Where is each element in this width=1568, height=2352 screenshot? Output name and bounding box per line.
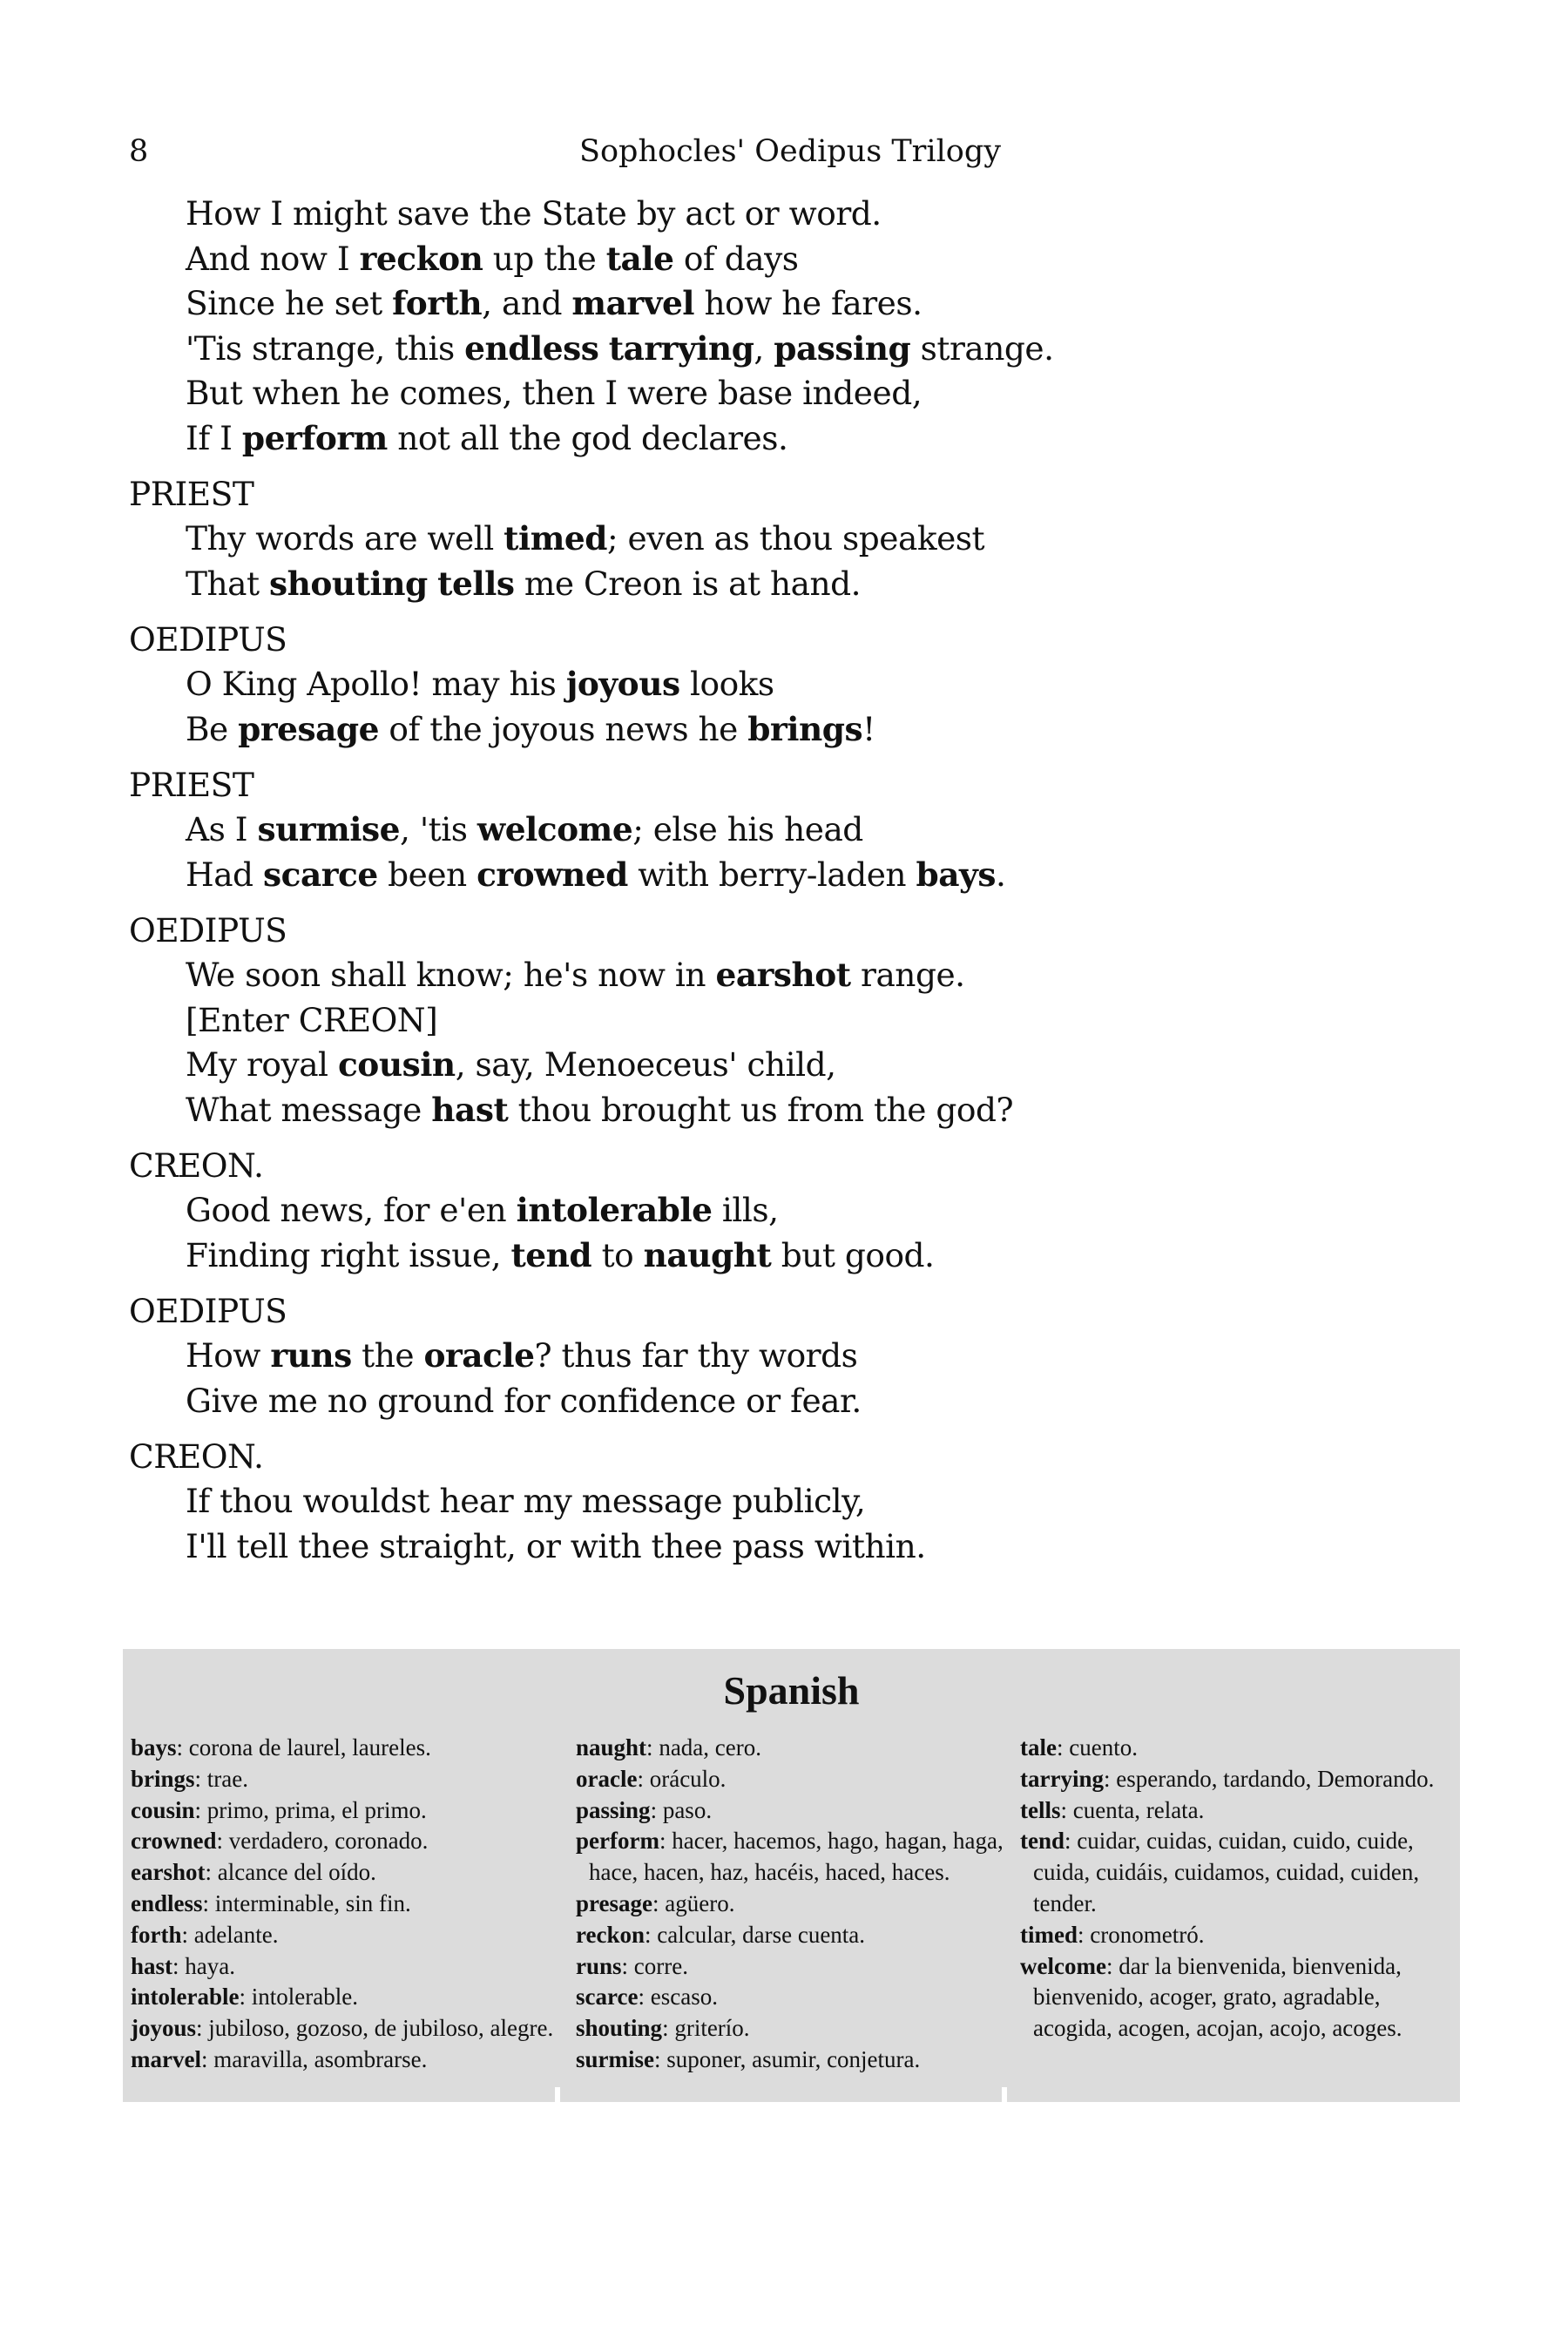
verse-text: I'll tell thee straight, or with thee pass within. (186, 1526, 926, 1565)
glossary-title: Spanish (723, 1668, 860, 1713)
glossary-definition: trae. (206, 1765, 249, 1792)
glossary-word: cousin (337, 1045, 456, 1084)
verse-text: What message (186, 1090, 432, 1129)
glossary-definition: corre. (633, 1952, 688, 1979)
glossary-term: surmise (576, 2045, 654, 2072)
glossary-term: bays (131, 1734, 177, 1761)
verse-text: We soon shall know; he's now in (186, 956, 716, 994)
verse-line (186, 1479, 1348, 1524)
glossary-definition: griterío. (674, 2015, 750, 2042)
glossary-word: welcome (476, 810, 633, 848)
glossary-definition: suponer, asumir, conjetura. (666, 2045, 921, 2072)
glossary-definition: adelante. (193, 1921, 279, 1948)
glossary-definition: cronometró. (1090, 1921, 1205, 1948)
verse-text: been (377, 855, 477, 894)
verse-text: the (351, 1336, 424, 1375)
speaker-name: PRIEST (129, 475, 254, 513)
glossary-entry: oracle: oráculo. (576, 1765, 727, 1792)
verse-text: My royal (186, 1045, 338, 1084)
verse-text: And now I (186, 239, 360, 278)
glossary-entry: earshot: alcance del oído. (131, 1859, 376, 1886)
verse-text: As I (186, 810, 258, 848)
verse-text: How (186, 1336, 271, 1375)
verse-text: 'Tis strange, this (186, 328, 465, 368)
glossary-word: forth (392, 284, 483, 322)
glossary-term: runs (576, 1952, 622, 1979)
glossary-term: joyous (131, 2015, 197, 2042)
glossary-definition: cuenta, relata. (1072, 1796, 1205, 1823)
glossary-definition: cuidar, cuidas, cuidan, cuido, cuide, cuida, cuidáis, cuidamos, cuidad, cuiden, tender. (1033, 1828, 1420, 1916)
glossary-entry: intolerable: intolerable. (131, 1984, 358, 2011)
verse-text: to (591, 1235, 644, 1274)
glossary-term: passing (576, 1796, 651, 1823)
glossary-entry: scarce: escaso. (576, 1984, 718, 2011)
verse-line (186, 998, 1348, 1044)
glossary-definition: intolerable. (251, 1984, 358, 2011)
glossary-entry: tend: cuidar, cuidas, cuidan, cuido, cuide, cuida, cuidáis, cuidamos, cuidad, cuiden, tender. (1020, 1828, 1420, 1916)
glossary-definition: alcance del oído. (217, 1859, 376, 1886)
verse-line (186, 192, 1348, 237)
verse-text: ? thus far thy words (534, 1336, 858, 1375)
verse-line (186, 707, 1348, 753)
glossary-term: reckon (576, 1921, 645, 1948)
glossary-word: passing (774, 328, 911, 368)
glossary-term: oracle (576, 1765, 638, 1792)
glossary-entry: tale: cuento. (1020, 1734, 1138, 1761)
glossary-word: tarrying (608, 328, 754, 368)
verse-line (186, 1188, 1348, 1233)
verse-text: If thou wouldst hear my message publicly, (186, 1482, 866, 1520)
glossary-entry: brings: trae. (131, 1765, 249, 1792)
speaker-name: OEDIPUS (129, 620, 287, 659)
glossary-word: timed (504, 519, 607, 558)
verse-text: ! (862, 709, 875, 748)
glossary-entry: welcome: dar la bienvenida, bienvenida, bienvenido, acoger, grato, agradable, acogida, acogen, acojan, acojo, acoges. (1020, 1952, 1402, 2042)
glossary-entry: presage: agüero. (576, 1889, 735, 1916)
glossary-word: reckon (359, 239, 483, 278)
glossary-word: presage (238, 709, 379, 748)
glossary-word: earshot (715, 956, 851, 994)
verse-line (186, 1233, 1348, 1279)
glossary-definition: calcular, darse cuenta. (657, 1921, 866, 1948)
verse-line (186, 237, 1348, 282)
glossary-entry: runs: corre. (576, 1952, 688, 1979)
glossary-word: joyous (565, 665, 680, 703)
glossary-definition: haya. (185, 1952, 235, 1979)
speaker-name: PRIEST (129, 766, 254, 804)
speaker-name: OEDIPUS (129, 911, 287, 950)
glossary-term: cousin (131, 1796, 195, 1823)
glossary-entry: passing: paso. (576, 1796, 713, 1823)
speaker-name: CREON. (129, 1146, 264, 1185)
glossary-word: tend (510, 1235, 592, 1274)
glossary-word: shouting (269, 564, 428, 603)
glossary-column-3 (1020, 1733, 1438, 2044)
glossary-entry: surmise: suponer, asumir, conjetura. (576, 2045, 921, 2072)
glossary-entry: reckon: calcular, darse cuenta. (576, 1921, 866, 1948)
glossary-definition: paso. (662, 1796, 713, 1823)
glossary-term: tarrying (1020, 1765, 1104, 1792)
verse-text: . (995, 855, 1006, 894)
glossary-column-2 (576, 1733, 1011, 2076)
glossary-term: tale (1020, 1734, 1057, 1761)
verse-text: ills, (712, 1191, 779, 1229)
glossary-term: brings (131, 1765, 195, 1792)
glossary-word: intolerable (516, 1191, 713, 1229)
glossary-term: tells (1020, 1796, 1061, 1823)
glossary-word: scarce (263, 855, 378, 894)
glossary-entry: bays: corona de laurel, laureles. (131, 1734, 431, 1761)
glossary-entry: forth: adelante. (131, 1921, 279, 1948)
glossary-term: shouting (576, 2015, 663, 2042)
glossary-term: endless (131, 1889, 203, 1916)
verse-line (186, 371, 1348, 416)
glossary-definition: primo, prima, el primo. (206, 1796, 427, 1823)
verse-line (186, 1334, 1348, 1379)
glossary-word: tells (437, 564, 515, 603)
verse-line (186, 853, 1348, 898)
glossary-word: oracle (423, 1336, 535, 1375)
page-number: 8 (129, 134, 149, 169)
verse-text: ; even as thou speakest (606, 519, 985, 558)
verse-text: thou brought us from the god? (508, 1090, 1014, 1129)
verse-line (186, 281, 1348, 327)
glossary-term: hast (131, 1952, 173, 1979)
verse-text: of the joyous news he (379, 709, 748, 748)
verse-text: Be (186, 709, 239, 748)
glossary-word: tale (605, 239, 674, 278)
glossary-definition: interminable, sin fin. (214, 1889, 411, 1916)
verse-line (186, 808, 1348, 853)
verse-text: up the (483, 239, 606, 278)
verse-line (186, 1043, 1348, 1088)
verse-text: , and (482, 284, 572, 322)
glossary-term: timed (1020, 1921, 1078, 1948)
glossary-term: crowned (131, 1828, 217, 1855)
verse-text: How I might save the State by act or word. (186, 194, 882, 233)
verse-line (186, 517, 1348, 562)
glossary-entry: shouting: griterío. (576, 2015, 750, 2042)
verse-text: ; else his head (632, 810, 863, 848)
speaker-name: CREON. (129, 1437, 264, 1476)
verse-line (186, 1524, 1348, 1570)
verse-text: [Enter CREON] (186, 1000, 438, 1039)
column-divider (555, 2087, 560, 2102)
glossary-entry: joyous: jubiloso, gozoso, de jubiloso, alegre. (131, 2015, 554, 2042)
play-text (129, 192, 1348, 1569)
glossary-definition: corona de laurel, laureles. (188, 1734, 431, 1761)
glossary-definition: esperando, tardando, Demorando. (1116, 1765, 1435, 1792)
glossary-word: bays (916, 855, 996, 894)
glossary-definition: jubiloso, gozoso, de jubiloso, alegre. (208, 2015, 554, 2042)
glossary-term: naught (576, 1734, 647, 1761)
verse-line (186, 1088, 1348, 1133)
verse-text: how he fares. (694, 284, 923, 322)
verse-text: , 'tis (400, 810, 477, 848)
verse-line (186, 953, 1348, 998)
glossary-term: perform (576, 1828, 659, 1855)
glossary-definition: dar la bienvenida, bienvenida, bienvenido, acoger, grato, agradable, acogida, acogen, acojan, acojo, acoges. (1033, 1952, 1402, 2042)
verse-text: Had (186, 855, 263, 894)
glossary-word: endless (464, 328, 599, 368)
verse-text: looks (679, 665, 774, 703)
glossary-word: naught (643, 1235, 772, 1274)
glossary-column-1 (131, 1733, 566, 2076)
verse-text: but good. (771, 1235, 935, 1274)
glossary-term: tend (1020, 1828, 1065, 1855)
verse-line (186, 327, 1348, 372)
verse-line (186, 662, 1348, 707)
glossary-entry: tells: cuenta, relata. (1020, 1796, 1205, 1823)
glossary-word: runs (270, 1336, 352, 1375)
glossary-entry: hast: haya. (131, 1952, 235, 1979)
verse-text: O King Apollo! may his (186, 665, 566, 703)
glossary-term: forth (131, 1921, 182, 1948)
verse-text (428, 564, 437, 603)
glossary-word: crowned (476, 855, 628, 894)
glossary-term: earshot (131, 1859, 206, 1886)
verse-text: , (754, 328, 774, 368)
verse-text: But when he comes, then I were base indeed, (186, 374, 923, 412)
glossary-word: hast (431, 1090, 509, 1129)
glossary-box (123, 1649, 1460, 2102)
glossary-word: brings (747, 709, 863, 748)
glossary-entry: naught: nada, cero. (576, 1734, 761, 1761)
verse-text (598, 329, 608, 368)
speaker-name: OEDIPUS (129, 1292, 287, 1330)
glossary-entry: cousin: primo, prima, el primo. (131, 1796, 427, 1823)
glossary-definition: verdadero, coronado. (228, 1828, 429, 1855)
verse-text: not all the god declares. (387, 418, 788, 457)
verse-text: Give me no ground for confidence or fear. (186, 1381, 862, 1420)
glossary-entry: endless: interminable, sin fin. (131, 1889, 411, 1916)
glossary-entry: crowned: verdadero, coronado. (131, 1828, 429, 1855)
running-header: Sophocles' Oedipus Trilogy (579, 134, 1002, 169)
glossary-term: presage (576, 1889, 652, 1916)
glossary-entry: tarrying: esperando, tardando, Demorando. (1020, 1765, 1435, 1792)
verse-text: , say, Menoeceus' child, (455, 1045, 836, 1084)
verse-text: me Creon is at hand. (514, 564, 862, 603)
verse-line (186, 562, 1348, 607)
glossary-definition: escaso. (650, 1984, 718, 2011)
glossary-word: perform (241, 418, 388, 457)
verse-text: If I (186, 418, 242, 457)
verse-text: of days (673, 239, 799, 278)
glossary-definition: nada, cero. (659, 1734, 761, 1761)
glossary-entry: timed: cronometró. (1020, 1921, 1205, 1948)
verse-text: Thy words are well (186, 519, 504, 558)
verse-text: Good news, for e'en (186, 1191, 517, 1229)
glossary-term: intolerable (131, 1984, 240, 2011)
verse-text: Since he set (186, 284, 393, 322)
glossary-entry: marvel: maravilla, asombrarse. (131, 2045, 428, 2072)
verse-text: That (186, 564, 270, 603)
glossary-term: welcome (1020, 1952, 1106, 1979)
verse-text: strange. (910, 328, 1054, 368)
glossary-definition: maravilla, asombrarse. (213, 2045, 428, 2072)
verse-text: Finding right issue, (186, 1235, 511, 1274)
glossary-definition: oráculo. (649, 1765, 727, 1792)
verse-line (186, 1379, 1348, 1424)
glossary-definition: hacer, hacemos, hago, hagan, haga, hace, hacen, haz, hacéis, haced, haces. (589, 1828, 1004, 1886)
glossary-term: scarce (576, 1984, 639, 2011)
glossary-word: marvel (571, 284, 695, 322)
verse-text: range. (850, 956, 965, 994)
column-divider (1002, 2087, 1007, 2102)
verse-text: with berry-laden (627, 855, 916, 894)
glossary-entry: perform: hacer, hacemos, hago, hagan, haga, hace, hacen, haz, hacéis, haced, haces. (576, 1828, 1004, 1886)
glossary-word: surmise (257, 810, 401, 848)
glossary-term: marvel (131, 2045, 201, 2072)
glossary-definition: cuento. (1069, 1734, 1138, 1761)
glossary-definition: agüero. (665, 1889, 735, 1916)
verse-line (186, 416, 1348, 462)
